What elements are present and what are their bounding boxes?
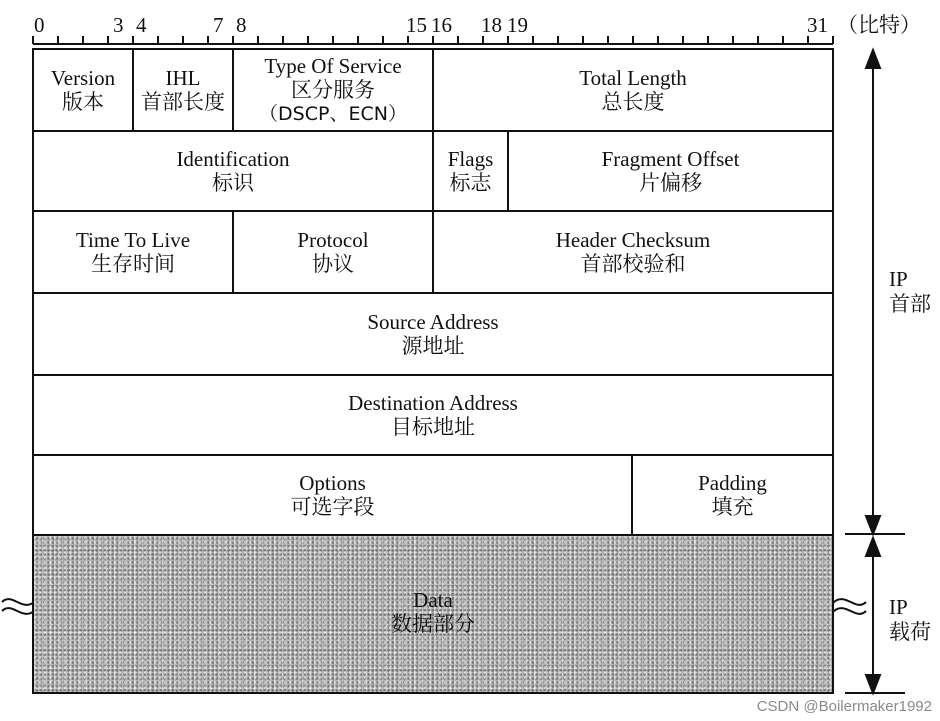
field-label-en: Protocol — [297, 228, 369, 252]
bit-number-8: 8 — [236, 13, 247, 37]
bit-number-18: 18 — [481, 13, 502, 37]
bit-number-4: 4 — [136, 13, 147, 37]
field-label-zh: 标识 — [212, 171, 254, 195]
field-label-zh: 版本 — [62, 90, 104, 114]
field-label-en: Version — [50, 66, 116, 90]
bit-number-15: 15 — [406, 13, 427, 37]
side-label-line2: 载荷 — [889, 620, 931, 644]
side-label-ip-payload — [889, 594, 931, 644]
field-label-en: Time To Live — [75, 228, 191, 252]
field-label-en: Padding — [698, 471, 767, 495]
field-type-of-service — [232, 48, 434, 132]
data-label-zh: 数据部分 — [391, 612, 475, 636]
field-options — [32, 454, 633, 536]
field-destination-address — [32, 374, 834, 456]
side-label-line1: IP — [889, 595, 908, 619]
field-label-extra: （DSCP、ECN） — [259, 103, 407, 125]
field-header-checksum — [432, 210, 834, 294]
field-protocol — [232, 210, 434, 294]
side-label-ip-header — [889, 266, 931, 316]
field-label-zh: 总长度 — [601, 90, 665, 114]
field-label-zh: 生存时间 — [91, 252, 175, 276]
field-label-en: Options — [299, 471, 366, 495]
field-data-payload — [32, 534, 834, 694]
bit-number-16: 16 — [431, 13, 452, 37]
side-label-line1: IP — [889, 267, 908, 291]
field-label-zh: 片偏移 — [639, 171, 702, 195]
field-label-en: Fragment Offset — [601, 147, 740, 171]
field-label-en: IHL — [165, 66, 201, 90]
watermark: CSDN @Boilermaker1992 — [756, 698, 932, 715]
field-source-address — [32, 292, 834, 376]
bit-number-7: 7 — [213, 13, 224, 37]
field-label-en: Header Checksum — [555, 228, 711, 252]
field-flags — [432, 130, 509, 212]
bit-number-0: 0 — [34, 13, 45, 37]
bit-number-19: 19 — [507, 13, 528, 37]
field-label-zh: 目标地址 — [391, 415, 475, 439]
field-label-en: Destination Address — [348, 391, 518, 415]
field-label-en: Total Length — [579, 66, 687, 90]
field-label-en: Type Of Service — [264, 54, 402, 78]
field-label-zh: 协议 — [312, 252, 354, 276]
field-label-zh: 填充 — [711, 495, 754, 519]
ruler-ticks — [33, 36, 833, 44]
field-total-length — [432, 48, 834, 132]
field-fragment-offset — [507, 130, 834, 212]
field-label-en: Identification — [176, 147, 290, 171]
field-label-zh: 标志 — [449, 171, 492, 195]
field-identification — [32, 130, 434, 212]
field-ihl — [132, 48, 234, 132]
bit-unit-label: （比特） — [837, 13, 921, 37]
field-label-zh: 可选字段 — [290, 495, 375, 519]
field-padding — [631, 454, 834, 536]
field-label-en: Flags — [447, 147, 494, 171]
field-label-zh: 源地址 — [401, 334, 465, 358]
data-label-en: Data — [413, 588, 453, 612]
field-time-to-live — [32, 210, 234, 294]
bit-number-3: 3 — [113, 13, 124, 37]
field-label-zh: 区分服务 — [291, 78, 375, 102]
field-label-en: Source Address — [367, 310, 499, 334]
field-label-zh: 首部校验和 — [580, 252, 686, 276]
field-version — [32, 48, 134, 132]
bit-ruler — [33, 36, 833, 44]
bit-number-31: 31 — [807, 13, 828, 37]
field-label-zh: 首部长度 — [141, 90, 225, 114]
data-label — [34, 588, 832, 636]
side-label-line2: 首部 — [889, 292, 931, 316]
